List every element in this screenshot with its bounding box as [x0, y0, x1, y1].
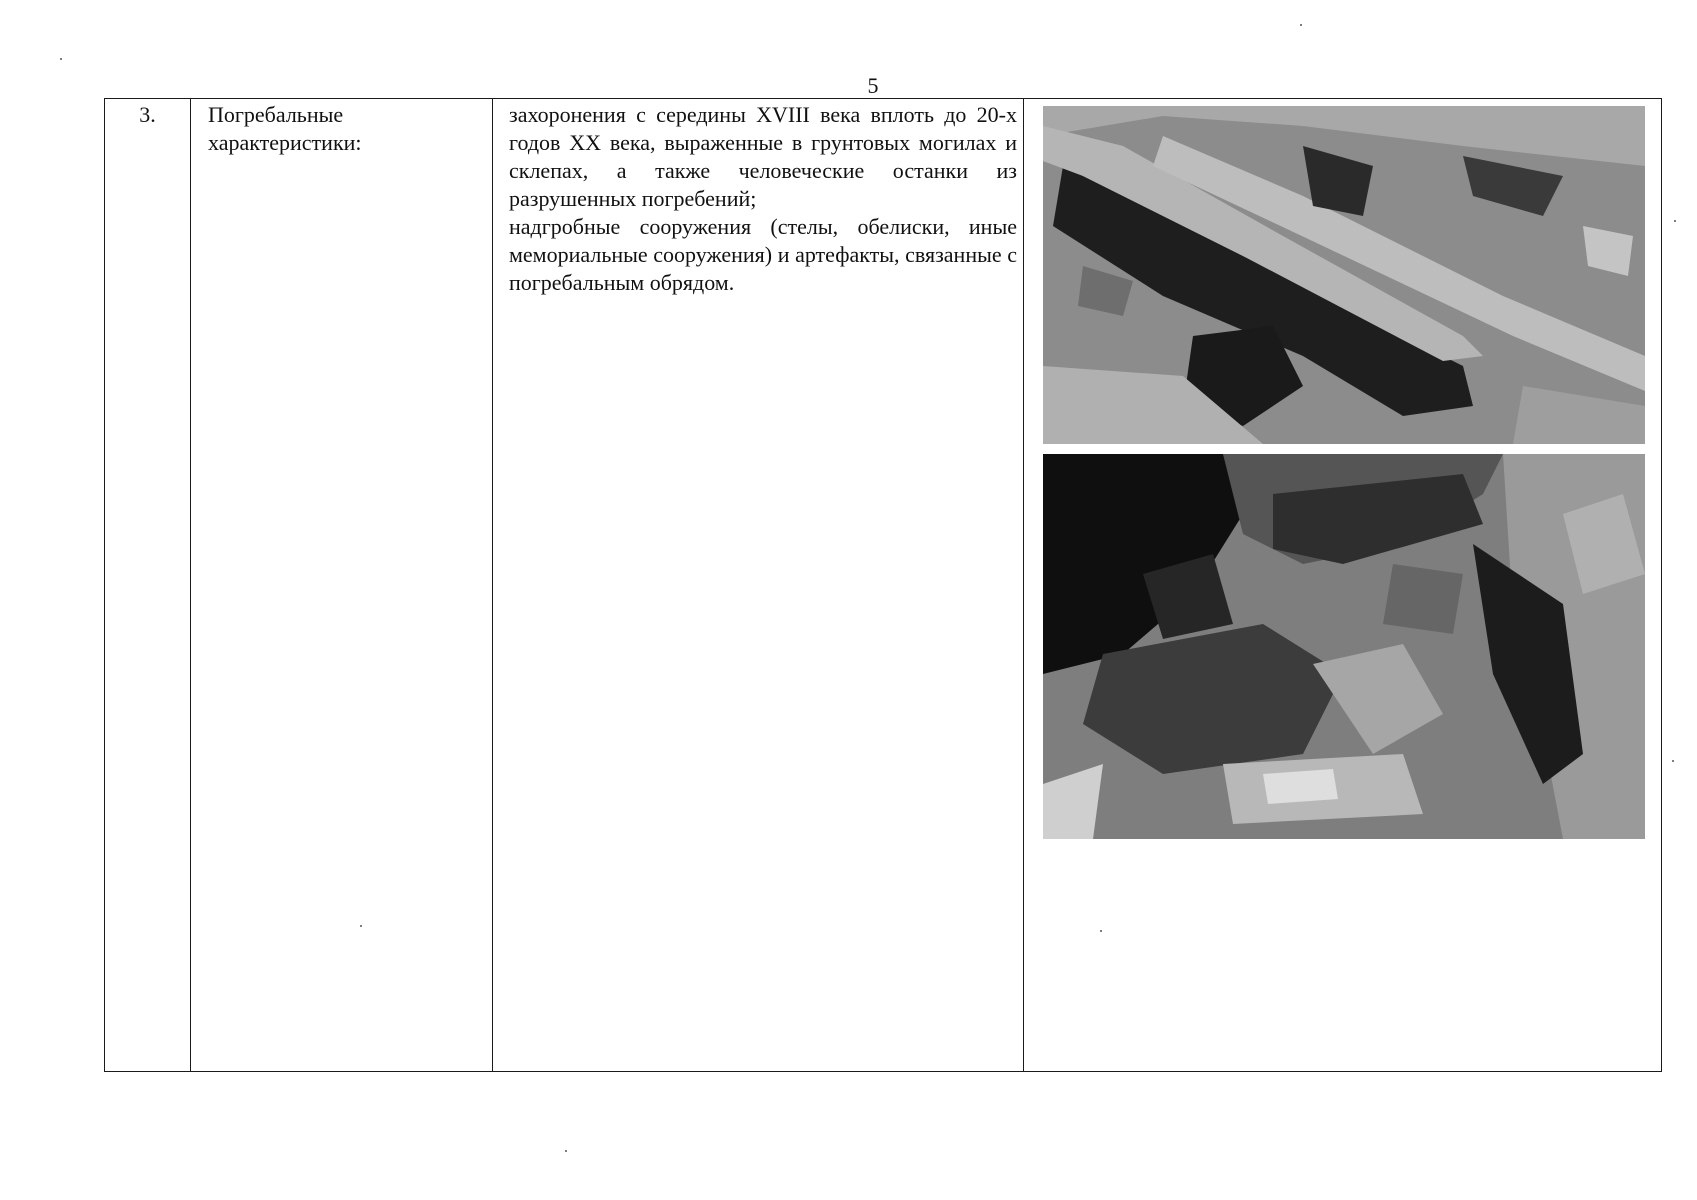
- row-name: Погребальные характеристики:: [191, 99, 493, 1072]
- scan-speck: [1300, 24, 1302, 26]
- scan-speck: [60, 58, 62, 60]
- table-row: [105, 99, 1662, 1072]
- scan-speck: [1100, 930, 1102, 932]
- row-description: [493, 99, 1024, 1072]
- characteristics-table: [104, 98, 1662, 1072]
- description-paragraph: надгробные сооружения (стелы, обелиски, иные мемориальные сооружения) и артефакты, связанные с погребальным обрядом.: [509, 214, 1017, 295]
- scan-speck: [1674, 220, 1676, 222]
- scan-speck: [1672, 760, 1674, 762]
- excavation-photo-bottom: [1043, 454, 1645, 839]
- description-paragraph: захоронения с середины XVIII века вплоть до 20-х годов XX века, выраженные в грунтовых могилах и склепах, а также человеческие останки из разрушенных погребений;: [509, 102, 1017, 211]
- scan-speck: [360, 925, 362, 927]
- photo-cell: [1024, 99, 1662, 1072]
- excavation-photo-top: [1043, 106, 1645, 444]
- page-number: 5: [867, 73, 879, 98]
- scan-speck: [565, 1150, 567, 1152]
- row-number: 3.: [105, 99, 191, 1072]
